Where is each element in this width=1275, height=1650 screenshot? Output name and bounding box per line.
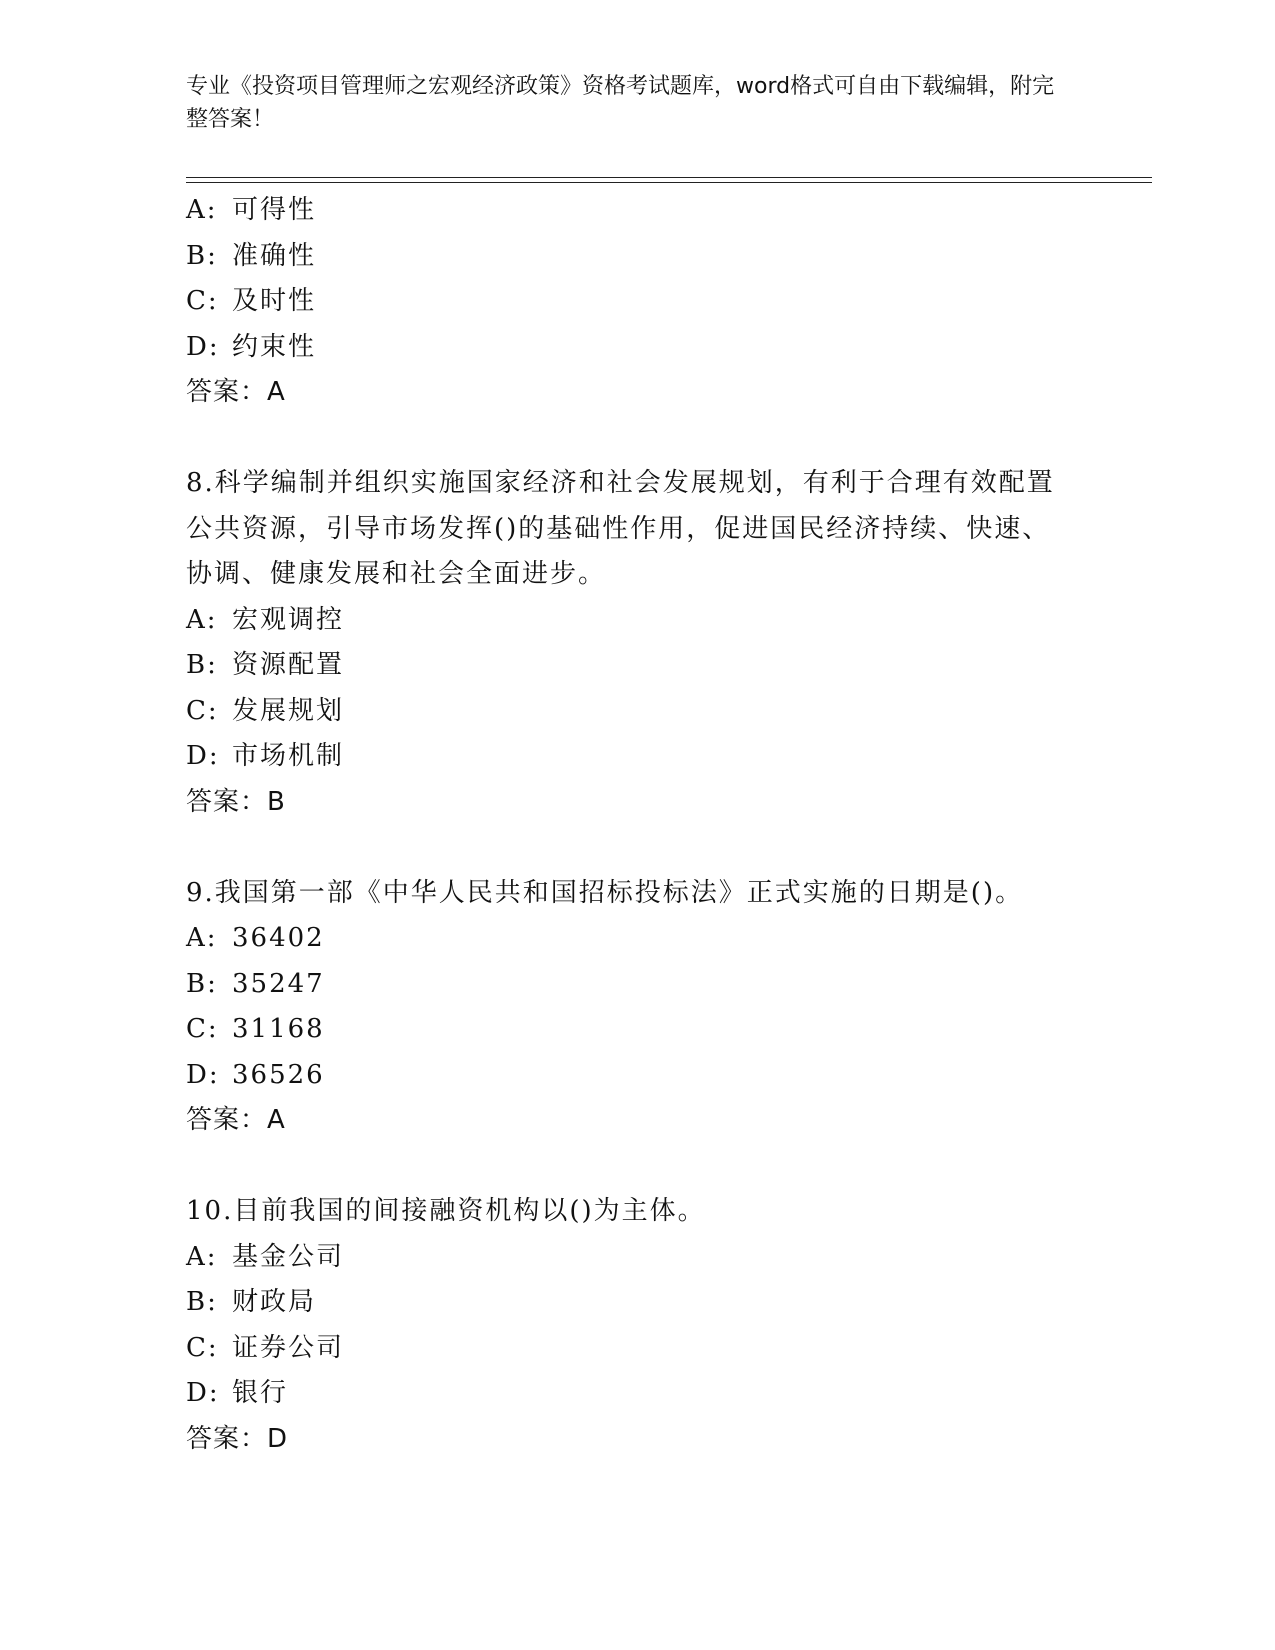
option-text: 及时性 bbox=[232, 286, 317, 316]
option-letter: D: bbox=[186, 331, 220, 362]
option-text: 36402 bbox=[232, 923, 325, 953]
option-d bbox=[186, 1371, 1086, 1417]
header-rule-top bbox=[186, 177, 1152, 178]
answer-line: 答案：A bbox=[186, 377, 286, 407]
option-b bbox=[186, 1280, 1086, 1326]
option-a bbox=[186, 916, 1086, 962]
question-block-8 bbox=[186, 461, 1086, 825]
option-text: 31168 bbox=[232, 1014, 325, 1044]
option-a bbox=[186, 598, 1086, 644]
option-text: 银行 bbox=[232, 1378, 289, 1408]
option-c bbox=[186, 1326, 1086, 1372]
option-text: 资源配置 bbox=[232, 650, 345, 680]
option-b bbox=[186, 643, 1086, 689]
question-block-10 bbox=[186, 1189, 1086, 1462]
spacer bbox=[186, 1144, 1086, 1190]
option-a bbox=[186, 1235, 1086, 1281]
option-letter: B: bbox=[186, 650, 218, 680]
option-letter: C: bbox=[186, 1332, 219, 1363]
option-c bbox=[186, 1007, 1086, 1053]
spacer bbox=[186, 825, 1086, 871]
question-block-9 bbox=[186, 871, 1086, 1144]
question-text: 9.我国第一部《中华人民共和国招标投标法》正式实施的日期是()。 bbox=[186, 877, 1024, 908]
option-c bbox=[186, 279, 1086, 325]
option-text: 35247 bbox=[232, 968, 325, 999]
option-b bbox=[186, 962, 1086, 1008]
option-letter: D: bbox=[186, 1059, 220, 1090]
option-letter: A: bbox=[186, 604, 218, 635]
option-text: 可得性 bbox=[232, 195, 317, 225]
option-text: 市场机制 bbox=[232, 741, 345, 771]
question-text: 8.科学编制并组织实施国家经济和社会发展规划，有利于合理有效配置公共资源，引导市场发挥()的基础性作用，促进国民经济持续、快速、协调、健康发展和社会全面进步。 bbox=[186, 468, 1055, 589]
option-letter: B: bbox=[186, 968, 218, 999]
option-d bbox=[186, 734, 1086, 780]
answer-line: 答案：B bbox=[186, 786, 286, 817]
option-letter: C: bbox=[186, 1014, 219, 1044]
question-list bbox=[186, 188, 1086, 1462]
option-text: 约束性 bbox=[232, 331, 317, 362]
option-d bbox=[186, 325, 1086, 371]
option-d bbox=[186, 1053, 1086, 1099]
option-letter: A: bbox=[186, 923, 218, 953]
option-c bbox=[186, 689, 1086, 735]
option-letter: C: bbox=[186, 286, 219, 316]
option-a bbox=[186, 188, 1086, 234]
option-letter: D: bbox=[186, 741, 220, 771]
option-text: 财政局 bbox=[232, 1287, 317, 1317]
option-letter: B: bbox=[186, 1287, 218, 1317]
option-letter: A: bbox=[186, 195, 218, 225]
option-text: 发展规划 bbox=[232, 695, 345, 726]
answer-line: 答案：D bbox=[186, 1423, 289, 1454]
option-text: 36526 bbox=[232, 1059, 325, 1090]
option-letter: D: bbox=[186, 1378, 220, 1408]
option-letter: A: bbox=[186, 1241, 218, 1272]
option-letter: B: bbox=[186, 240, 218, 271]
header-rule-bottom bbox=[186, 182, 1152, 183]
question-block-7 bbox=[186, 188, 1086, 416]
question-text: 10.目前我国的间接融资机构以()为主体。 bbox=[186, 1196, 706, 1226]
document-header: 专业《投资项目管理师之宏观经济政策》资格考试题库，word格式可自由下载编辑，附完整答案！ bbox=[186, 74, 1055, 132]
option-text: 证券公司 bbox=[232, 1332, 345, 1363]
option-letter: C: bbox=[186, 695, 219, 726]
option-b bbox=[186, 234, 1086, 280]
option-text: 基金公司 bbox=[232, 1241, 345, 1272]
option-text: 准确性 bbox=[232, 240, 317, 271]
spacer bbox=[186, 416, 1086, 462]
option-text: 宏观调控 bbox=[232, 604, 345, 635]
answer-line: 答案：A bbox=[186, 1105, 286, 1135]
